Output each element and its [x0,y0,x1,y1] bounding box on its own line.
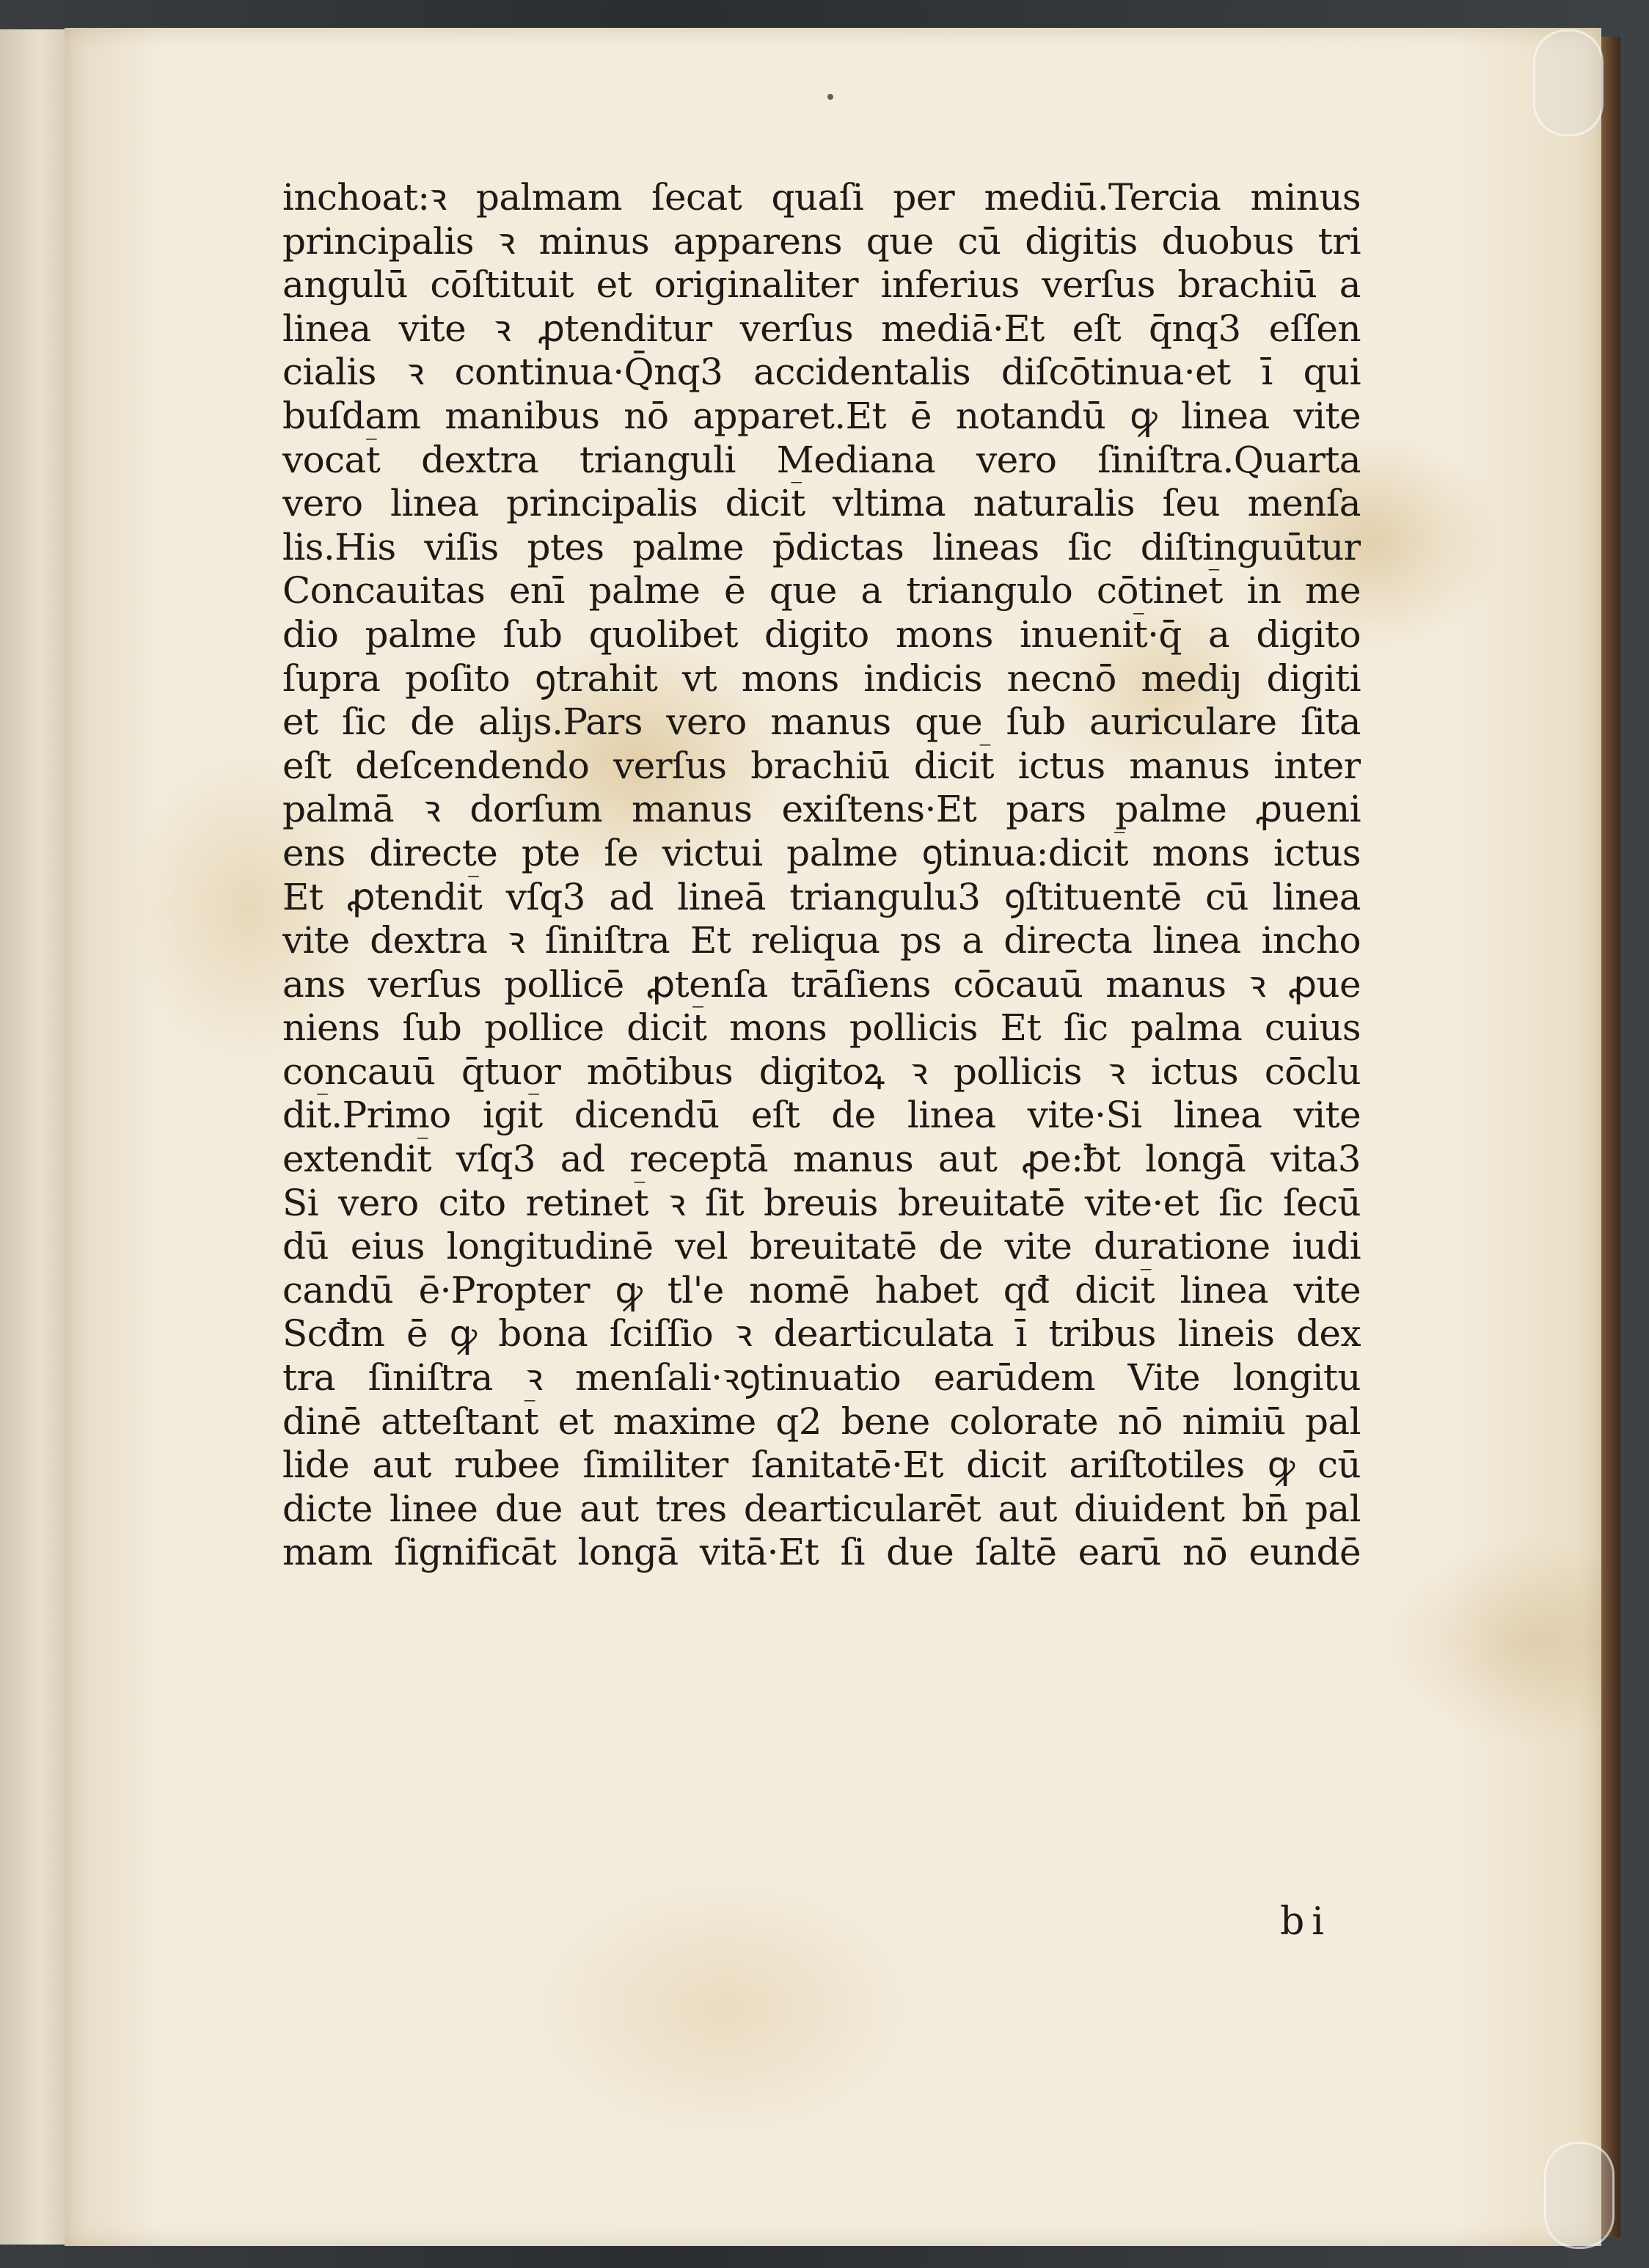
text-line: vero linea principalis dicit̄ vltima naturalis ſeu menſa [282,482,1361,525]
text-line: ans verſus pollicē ꝓtenſa trāſiens cōcauū manus ꝛ ꝓue [282,962,1361,1006]
text-line: concauū q̄tuor mōtibus digitoꝝ ꝛ pollicis ꝛ ictus cōclu [282,1050,1361,1093]
ink-dot [827,94,833,100]
text-line: et ſic de aliȷs.Pars vero manus que ſub auriculare ſita [282,700,1361,744]
page-clip-top [1533,29,1604,136]
text-line: inchoat:ꝛ palmam ſecat quaſi per mediū.Tercia minus [282,176,1361,219]
text-line: Si vero cito retinet̄ ꝛ ſit breuis breuitatē vite·et ſic ſecū [282,1181,1361,1224]
text-line: lide aut rubee ſimiliter ſanitatē·Et dicit ariſtotiles ꝙ cū [282,1444,1361,1487]
text-line: extendit̄ vſq3 ad receptā manus aut ꝓe:ƀt longā vita3 [282,1138,1361,1181]
text-line: dicte linee due aut tres dearticularēt aut diuident bn̄ pal [282,1487,1361,1530]
text-line: vocat̄ dextra trianguli Mediana vero ſiniſtra.Quarta [282,438,1361,481]
signature-mark: bi [1280,1900,1331,1944]
text-line: tra ſiniſtra ꝛ menſali·ꝛꝯtinuatio earūdem Vite longitu [282,1356,1361,1400]
text-line: dinē atteſtant̄ et maxime q2 bene colorate nō nimiū pal [282,1400,1361,1443]
text-line: principalis ꝛ minus apparens que cū digitis duobus tri [282,219,1361,263]
facing-page-edge [0,29,67,2245]
text-line: candū ē·Propter ꝙ tl'e nomē habet qđ dicit̄ linea vite [282,1268,1361,1312]
text-line: mam ſignificāt longā vitā·Et ſi due ſaltē earū nō eundē [282,1531,1361,1574]
text-line: dit̄.Primo igit̄ dicendū eſt de linea vite·Si linea vite [282,1094,1361,1137]
text-line: buſdam manibus nō apparet.Et ē notandū ꝙ linea vite [282,394,1361,437]
text-line: linea vite ꝛ ꝓtenditur verſus mediā·Et eſt q̄nq3 eſſen [282,307,1361,350]
text-line: cialis ꝛ continua·Q̄nq3 accidentalis diſcōtinua·et ī qui [282,351,1361,394]
text-block [282,176,1361,1575]
text-line: dū eius longitudinē vel breuitatē de vite duratione iudi [282,1225,1361,1268]
text-line: palmā ꝛ dorſum manus exiſtens·Et pars palme ꝓueni [282,788,1361,831]
page-clip-bottom [1544,2142,1615,2249]
text-line: angulū cōſtituit et originaliter inferius verſus brachiū a [282,263,1361,307]
text-line: ſupra poſito ꝯtrahit vt mons indicis necnō mediȷ digiti [282,656,1361,700]
text-line: lis.His viſis ptes palme p̄dictas lineas ſic diſtinguūtur [282,525,1361,568]
page-stack-edge [1601,37,1620,2237]
text-line: niens ſub pollice dicit̄ mons pollicis Et ſic palma cuius [282,1006,1361,1050]
text-line: Scđm ē ꝙ bona ſciſſio ꝛ dearticulata ī tribus lineis dex [282,1312,1361,1356]
text-line: Concauitas enī palme ē que a triangulo cōtinet̄ in me [282,569,1361,612]
text-line: eſt deſcendendo verſus brachiū dicit̄ ictus manus inter [282,744,1361,787]
text-line: vite dextra ꝛ ſiniſtra Et reliqua ps a directa linea incho [282,919,1361,962]
text-line: dio palme ſub quolibet digito mons inuenit̄·q̄ a digito [282,612,1361,656]
text-line: ens directe pte ſe victui palme ꝯtinua:dicit̄ mons ictus [282,831,1361,874]
text-line: Et ꝓtendit̄ vſq3 ad lineā triangulu3 ꝯſtituentē cū linea [282,875,1361,918]
